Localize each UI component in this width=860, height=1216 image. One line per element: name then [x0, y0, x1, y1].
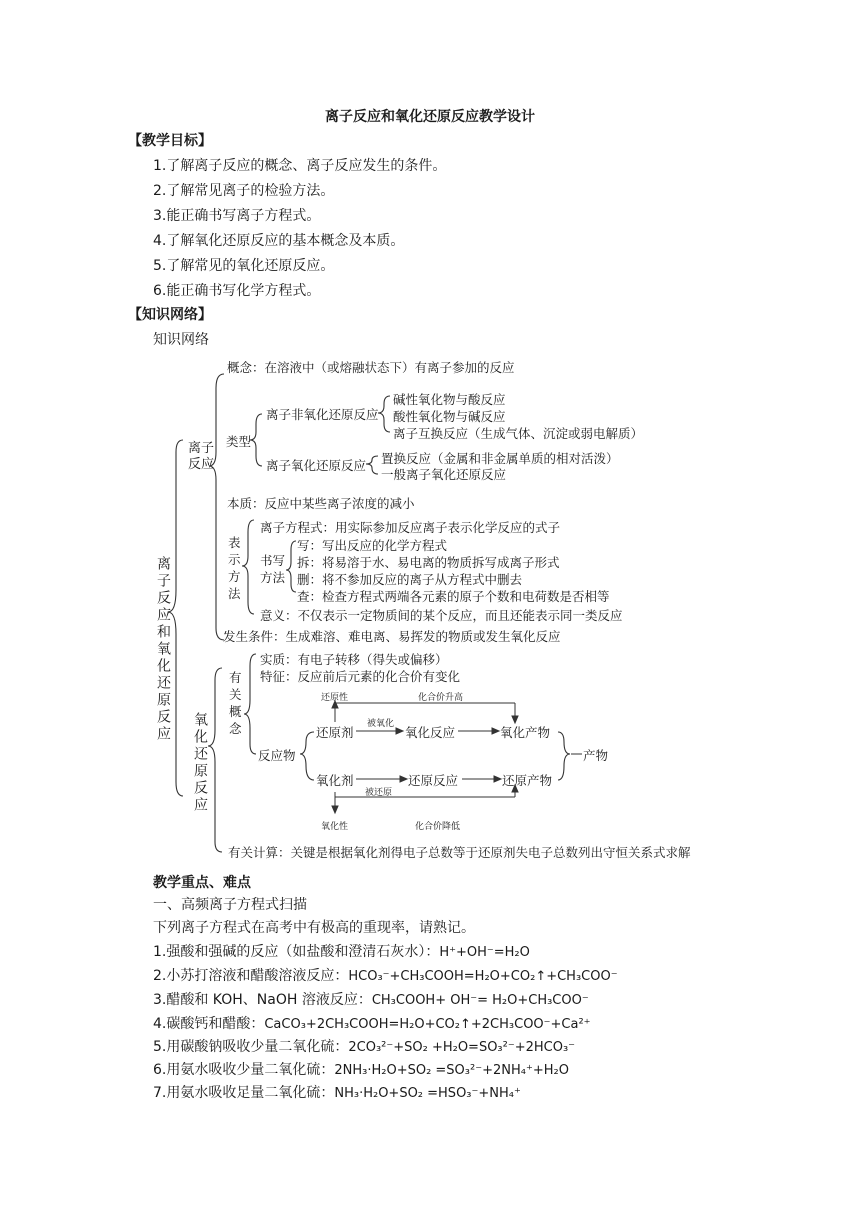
red-product-label: 还原产物 [502, 773, 553, 788]
goal-item: 6.能正确书写化学方程式。 [153, 283, 321, 299]
equation-item: 3.醋酸和 KOH、NaOH 溶液反应：CH₃COOH+ OH⁻= H₂O+CH₃COO⁻ [153, 992, 589, 1008]
intro-text: 下列离子方程式在高考中有极高的重现率，请熟记。 [153, 920, 475, 936]
step-split: 拆：将易溶于水、易电离的物质拆写成离子形式 [297, 555, 560, 570]
equation-item: 6.用氨水吸收少量二氧化硫：2NH₃·H₂O+SO₂ =SO₃²⁻+2NH₄⁺+H₂O [153, 1062, 569, 1078]
valence-down-label: 化合价降低 [415, 822, 461, 832]
ox-product-label: 氧化产物 [500, 725, 551, 740]
calc-text: 有关计算：关键是根据氧化剂得电子总数等于还原剂失电子总数列出守恒关系式求解 [228, 845, 691, 860]
step-check: 查：检查方程式两端各元素的原子个数和电荷数是否相等 [297, 589, 610, 604]
goal-item: 5.了解常见的氧化还原反应。 [153, 258, 335, 274]
type-label: 类型 [226, 434, 252, 449]
equation-item: 5.用碳酸钠吸收少量二氧化硫：2CO₃²⁻+SO₂ +H₂O=SO₃²⁻+2HCO₃⁻ [153, 1039, 576, 1055]
ox-reaction-label: 氧化反应 [405, 725, 456, 740]
goal-item: 3.能正确书写离子方程式。 [153, 208, 321, 224]
step-write: 写：写出反应的化学方程式 [297, 538, 448, 553]
ion-reaction-label: 离子反应 [188, 441, 215, 472]
page-title: 离子反应和氧化还原反应教学设计 [325, 109, 535, 125]
reducing-label: 还原性 [321, 693, 349, 703]
reactant-label: 反应物 [258, 748, 296, 763]
oxidizer-label: 氧化剂 [316, 773, 354, 788]
sub-heading: 一、高频离子方程式扫描 [153, 897, 307, 913]
related-label: 有关概念 [229, 670, 242, 736]
goal-item: 4.了解氧化还原反应的基本概念及本质。 [153, 233, 405, 249]
essence-text: 本质：反应中某些离子浓度的减小 [227, 496, 415, 511]
oxidizing-label: 氧化性 [321, 822, 349, 832]
redox-ion-label: 离子氧化还原反应 [266, 458, 367, 473]
section-goals: 【教学目标】 [128, 133, 212, 149]
real-text: 实质：有电子转移（得失或偏移） [260, 652, 448, 667]
goal-item: 1.了解离子反应的概念、离子反应发生的条件。 [153, 158, 447, 174]
step-delete: 删：将不参加反应的离子从方程式中删去 [297, 572, 523, 587]
valence-up-label: 化合价升高 [418, 693, 464, 703]
redox-ion-item: 置换反应（金属和非金属单质的相对活泼） [381, 451, 619, 466]
equation-item: 7.用氨水吸收足量二氧化硫：NH₃·H₂O+SO₂ =HSO₃⁻+NH₄⁺ [153, 1085, 521, 1101]
equation-item: 2.小苏打溶液和醋酸溶液反应：HCO₃⁻+CH₃COOH=H₂O+CO₂↑+CH₃COO⁻ [153, 968, 618, 984]
meaning-text: 意义：不仅表示一定物质间的某个反应，而且还能表示同一类反应 [260, 608, 623, 623]
focus-heading: 教学重点、难点 [153, 875, 251, 891]
feature-text: 特征：反应前后元素的化合价有变化 [260, 669, 461, 684]
non-redox-item: 碱性氧化物与酸反应 [393, 392, 506, 407]
non-redox-item: 酸性氧化物与碱反应 [393, 409, 506, 424]
red-reaction-label: 还原反应 [408, 773, 459, 788]
reduced-label: 被还原 [365, 788, 393, 798]
goal-item: 2.了解常见离子的检验方法。 [153, 183, 335, 199]
oxidized-label: 被氧化 [367, 719, 395, 729]
root-label: 离子反应和氧化还原反应 [155, 556, 171, 743]
product-label: 产物 [583, 748, 609, 763]
equation-item: 1.强酸和强碱的反应（如盐酸和澄清石灰水）：H⁺+OH⁻=H₂O [153, 944, 530, 960]
network-label: 知识网络 [153, 332, 209, 348]
non-redox-item: 离子互换反应（生成气体、沉淀或弱电解质） [393, 426, 644, 441]
section-network: 【知识网络】 [128, 307, 212, 323]
ion-equation-text: 离子方程式：用实际参加反应离子表示化学反应的式子 [260, 520, 561, 535]
repr-label: 表示方法 [228, 535, 241, 601]
concept-text: 概念：在溶液中（或熔融状态下）有离子参加的反应 [227, 360, 515, 375]
reducer-label: 还原剂 [316, 725, 354, 740]
equation-item: 4.碳酸钙和醋酸：CaCO₃+2CH₃COOH=H₂O+CO₂↑+2CH₃COO⁻+Ca²⁺ [153, 1016, 591, 1032]
write-label: 书写方法 [260, 553, 286, 585]
redox-ion-item: 一般离子氧化还原反应 [381, 467, 507, 482]
redox-label: 氧化还原反应 [192, 712, 208, 814]
conditions-text: 发生条件：生成难溶、难电离、易挥发的物质或发生氧化反应 [223, 629, 561, 644]
non-redox-label: 离子非氧化还原反应 [266, 407, 379, 422]
